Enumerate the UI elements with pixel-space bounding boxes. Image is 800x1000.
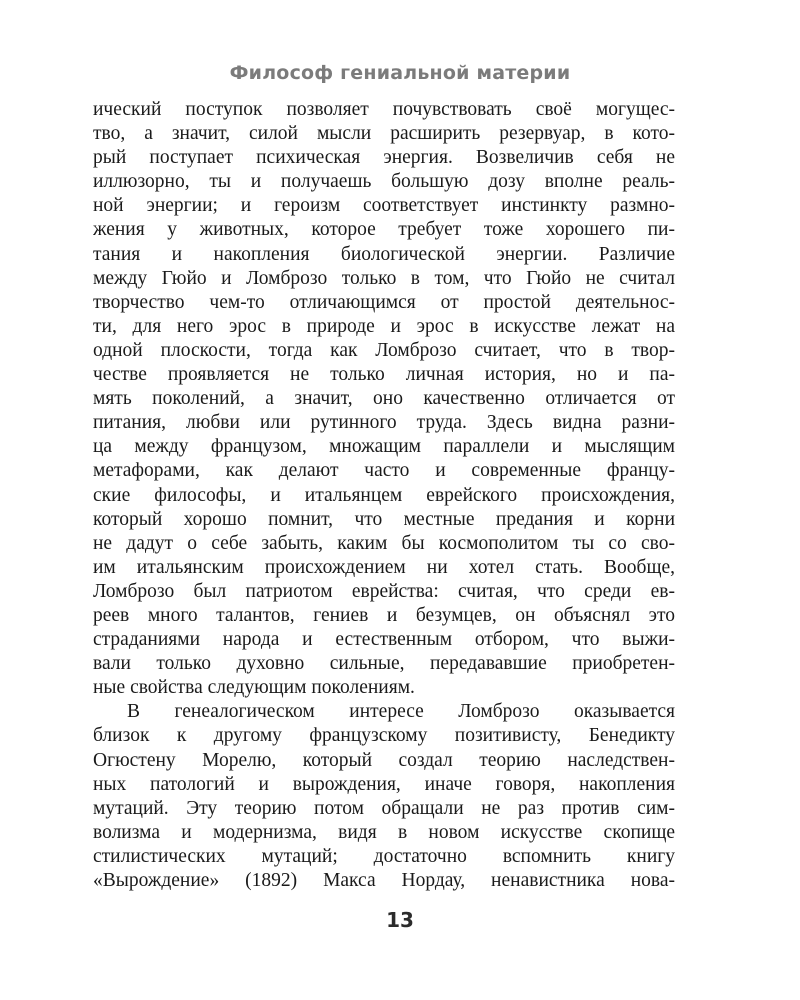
text-line: рый поступает психическая энергия. Возвеличив себя не: [93, 147, 675, 169]
text-line: реев много талантов, гениев и безумцев, он объяснял это: [93, 604, 675, 626]
text-line: ных патологий и вырождения, иначе говоря, накопления: [93, 773, 675, 795]
text-line: творчество чем-то отличающимся от простой деятельнос-: [93, 291, 675, 313]
running-head-title: Философ гениальной материи: [229, 62, 571, 84]
text-line: питания, любви или рутинного труда. Здесь видна разни-: [93, 412, 675, 434]
text-line: ца между французом, множащим параллели и мыслящим: [93, 436, 675, 458]
paragraph-1: [93, 98, 675, 700]
page-number: 13: [386, 908, 414, 932]
body-text: [93, 98, 675, 893]
text-line: ной энергии; и героизм соответствует инстинкту размно-: [93, 195, 675, 217]
text-line: который хорошо помнит, что местные предания и корни: [93, 508, 675, 530]
text-line: волизма и модернизма, видя в новом искусстве скопище: [93, 821, 675, 843]
text-line: жения у животных, которое требует тоже хорошего пи-: [93, 219, 675, 241]
text-line: Ломброзо был патриотом еврейства: считая, что среди ев-: [93, 580, 675, 602]
text-line: мять поколений, а значит, оно качественно отличается от: [93, 388, 675, 410]
paragraph-2: [93, 700, 675, 893]
text-line: иллюзорно, ты и получаешь большую дозу вполне реаль-: [93, 171, 675, 193]
text-line: между Гюйо и Ломброзо только в том, что Гюйо не считал: [93, 267, 675, 289]
text-line: метафорами, как делают часто и современные францу-: [93, 460, 675, 482]
text-line: им итальянским происхождением ни хотел стать. Вообще,: [93, 556, 675, 578]
text-line: Огюстену Морелю, который создал теорию наследствен-: [93, 749, 675, 771]
text-line: честве проявляется не только личная история, но и па-: [93, 364, 675, 386]
text-line: ти, для него эрос в природе и эрос в искусстве лежат на: [93, 315, 675, 337]
text-line: тво, а значит, силой мысли расширить резервуар, в кото-: [93, 123, 675, 145]
text-line: вали только духовно сильные, передававшие приобретен-: [93, 653, 675, 675]
text-line: мутаций. Эту теорию потом обращали не раз против сим-: [93, 797, 675, 819]
text-line: ские философы, и итальянцем еврейского происхождения,: [93, 484, 675, 506]
text-line: В генеалогическом интересе Ломброзо оказывается: [127, 701, 675, 723]
text-line: ные свойства следующим поколениям.: [93, 677, 415, 699]
text-line: одной плоскости, тогда как Ломброзо считает, что в твор-: [93, 339, 675, 361]
text-line: «Вырождение» (1892) Макса Нордау, ненавистника нова-: [93, 870, 675, 891]
text-line: тания и накопления биологической энергии. Различие: [93, 243, 675, 265]
text-line: не дадут о себе забыть, каким бы космополитом ты со сво-: [93, 532, 675, 554]
text-line: ический поступок позволяет почувствовать своё могущес-: [93, 99, 675, 120]
text-line: страданиями народа и естественным отбором, что выжи-: [93, 629, 675, 651]
text-line: стилистических мутаций; достаточно вспомнить книгу: [93, 845, 675, 867]
text-line: близок к другому французскому позитивисту, Бенедикту: [93, 725, 675, 747]
